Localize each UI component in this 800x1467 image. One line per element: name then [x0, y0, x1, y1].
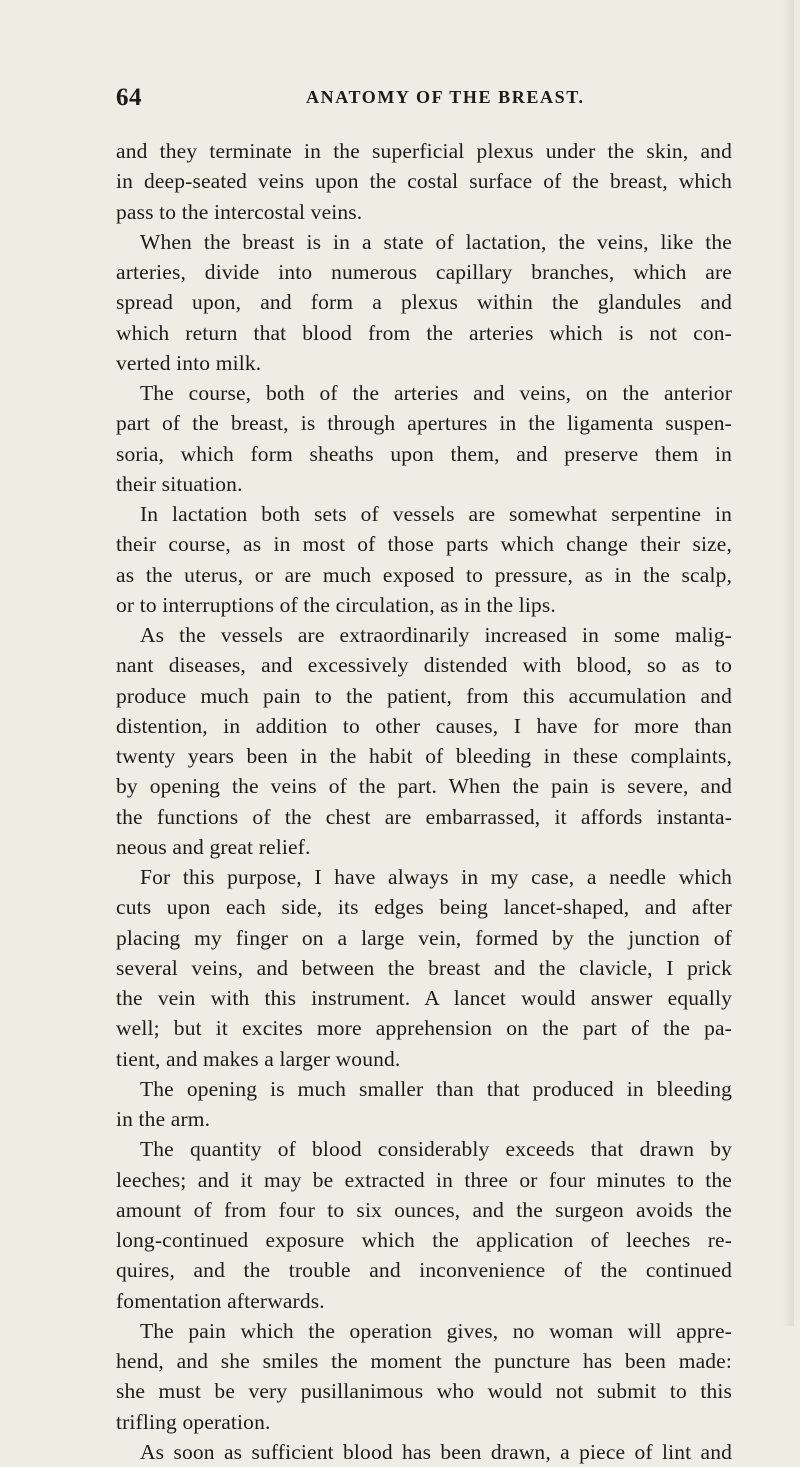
text-line: long-continued exposure which the application of leeches re- — [116, 1228, 732, 1252]
text-line: The course, both of the arteries and veins, on the anterior — [140, 381, 732, 405]
text-line: she must be very pusillanimous who would not submit to this — [116, 1379, 732, 1404]
text-line: their course, as in most of those parts which change their size, — [116, 532, 732, 557]
text-line: leeches; and it may be extracted in three or four minutes to the — [116, 1167, 732, 1192]
text-line: as the uterus, or are much exposed to pressure, as in the scalp, — [116, 562, 732, 587]
text-line: The opening is much smaller than that produced in bleeding — [140, 1076, 732, 1101]
body-text — [116, 136, 732, 1467]
text-line: in the arm. — [116, 1107, 211, 1131]
running-head — [116, 84, 730, 118]
text-line: nant diseases, and excessively distended with blood, so as to — [116, 653, 732, 678]
text-line: which return that blood from the arteries which is not con- — [116, 320, 732, 345]
page-number: 64 — [116, 84, 142, 111]
text-line: well; but it excites more apprehension on the part of the pa- — [116, 1016, 732, 1041]
text-line: verted into milk. — [116, 350, 262, 375]
text-line: by opening the veins of the part. When the pain is severe, and — [116, 774, 732, 799]
text-line: The pain which the operation gives, no woman will appre- — [140, 1318, 732, 1343]
text-line: trifling operation. — [116, 1409, 271, 1434]
text-line: several veins, and between the breast and the clavicle, I prick — [116, 955, 732, 980]
text-line: pass to the intercostal veins. — [116, 199, 363, 224]
text-line: or to interruptions of the circulation, as in the lips. — [116, 592, 556, 617]
text-line: part of the breast, is through apertures in the ligamenta suspen- — [116, 411, 732, 436]
text-line: fomentation afterwards. — [116, 1288, 325, 1313]
text-line: placing my finger on a large vein, formed by the junction of — [116, 925, 732, 950]
text-line: spread upon, and form a plexus within the glandules and — [116, 290, 732, 315]
text-line: produce much pain to the patient, from this accumulation and — [116, 683, 732, 708]
text-line: their situation. — [116, 471, 243, 496]
text-line: For this purpose, I have always in my case, a needle which — [140, 865, 732, 889]
text-line: hend, and she smiles the moment the puncture has been made: — [116, 1349, 732, 1373]
text-line: twenty years been in the habit of bleeding in these complaints, — [116, 744, 732, 768]
text-line: The quantity of blood considerably exceeds that drawn by — [140, 1137, 732, 1162]
text-line: in deep-seated veins upon the costal surface of the breast, which — [116, 169, 732, 194]
text-line: and they terminate in the superficial plexus under the skin, and — [116, 139, 732, 163]
text-line: amount of from four to six ounces, and the surgeon avoids the — [116, 1197, 732, 1222]
page-edge-shadow — [782, 0, 794, 1326]
text-line: As the vessels are extraordinarily increased in some malig- — [140, 623, 732, 647]
text-line: quires, and the trouble and inconvenience of the continued — [116, 1258, 732, 1283]
running-title: ANATOMY OF THE BREAST. — [306, 87, 585, 107]
text-line: arteries, divide into numerous capillary branches, which are — [116, 260, 732, 284]
text-line: the vein with this instrument. A lancet would answer equally — [116, 986, 732, 1010]
text-line: neous and great relief. — [116, 834, 311, 859]
text-line: As soon as sufficient blood has been drawn, a piece of lint and — [140, 1439, 732, 1464]
text-line: soria, which form sheaths upon them, and preserve them in — [116, 441, 732, 466]
text-line: cuts upon each side, its edges being lancet-shaped, and after — [116, 895, 732, 920]
text-line: tient, and makes a larger wound. — [116, 1046, 401, 1071]
text-line: the functions of the chest are embarrassed, it affords instanta- — [116, 804, 732, 829]
text-line: In lactation both sets of vessels are somewhat serpentine in — [140, 502, 732, 526]
text-line: distention, in addition to other causes, I have for more than — [116, 713, 732, 738]
text-line: When the breast is in a state of lactation, the veins, like the — [140, 229, 732, 254]
